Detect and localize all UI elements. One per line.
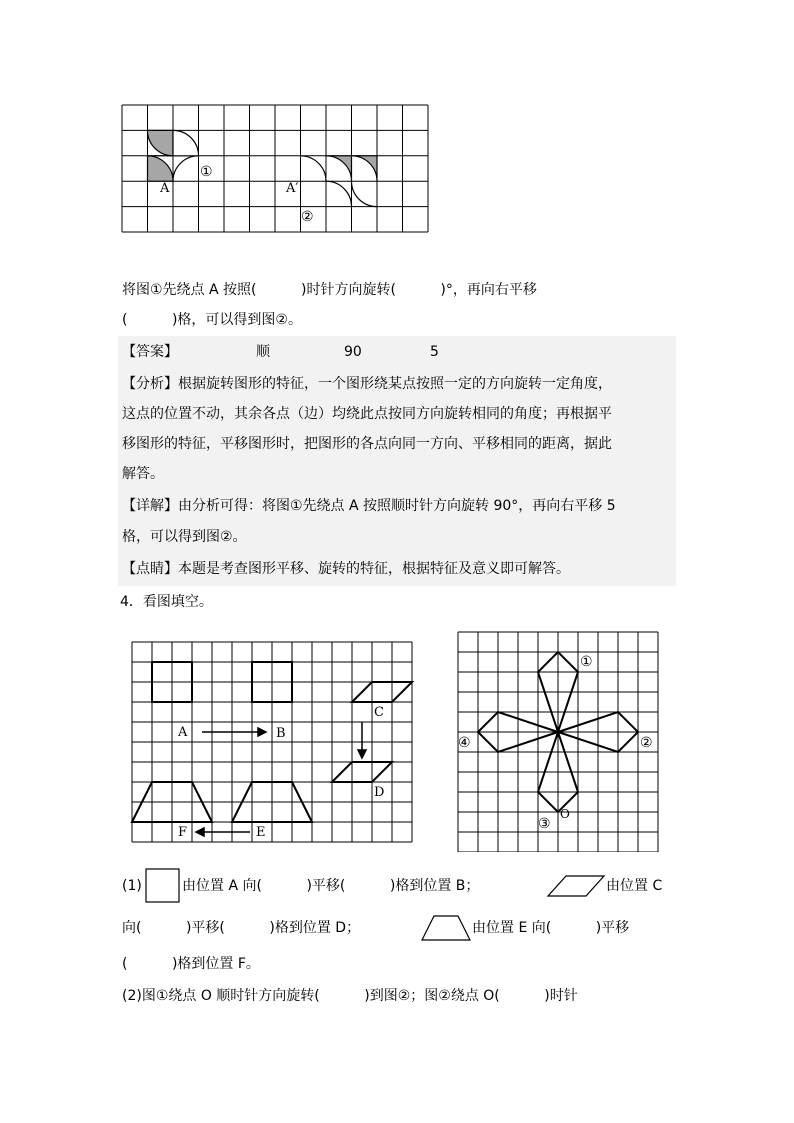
detail-line-1: 【详解】由分析可得：将图①先绕点 A 按照顺时针方向旋转 90°，再向右平移 5 [122,498,616,514]
arrow-down-icon [358,750,366,758]
analysis-line-4: 解答。 [122,466,164,482]
translation-grid [130,638,416,844]
parallelogram-D [332,762,392,782]
comment-line: 【点睛】本题是考查图形平移、旋转的特征，根据特征及意义即可解答。 [122,561,570,577]
analysis-line-3: 移图形的特征，平移图形时，把图形的各点向同一方向、平移相同的距离，据此 [122,436,612,452]
label-A: A [160,181,170,196]
q4-p1-prefix: (1) [122,878,142,894]
rotation-grid [456,630,660,852]
arrow-right-icon [258,728,266,736]
figure-1-grid [120,104,432,236]
q4-p1-line2a: 向( )平移( )格到位置 D； [122,920,361,936]
arrow-left-icon [196,828,204,836]
label-A-prime: A′ [286,181,299,196]
label-circled-1: ① [580,654,593,670]
label-C: C [374,705,384,720]
q4-p1-line2b: 由位置 E 向( )平移 [472,920,630,936]
q4-p1-line3: ( )格到位置 F。 [122,956,260,972]
label-circled-1: ① [200,164,213,180]
label-circled-2: ② [301,209,314,225]
trapezoid-icon [420,914,472,942]
label-D: D [374,785,385,800]
q4-p1-text-c: 由位置 C [606,878,663,894]
q3-line-1: 将图①先绕点 A 按照( )时针方向旋转( )°，再向右平移 [122,282,537,298]
parallelogram-C [352,682,412,702]
answer-value-2: 90 [344,344,362,360]
label-A: A [178,725,188,740]
q4-p2-line: (2)图①绕点 O 顺时针方向旋转( )到图②；图②绕点 O( )时针 [122,988,578,1004]
q4-title: 4．看图填空。 [120,594,213,610]
answer-tag: 【答案】 [122,344,178,360]
detail-line-2: 格，可以得到图②。 [122,529,247,545]
answer-value-1: 顺 [256,344,270,360]
answer-value-3: 5 [430,344,439,360]
label-circled-2: ② [640,735,653,751]
analysis-line-2: 这点的位置不动，其余各点（边）均绕此点按同方向旋转相同的角度；再根据平 [122,406,612,422]
label-F: F [178,825,188,840]
label-O: O [560,807,570,821]
label-E: E [256,825,266,840]
label-circled-3: ③ [538,816,551,832]
parallelogram-icon [546,874,606,898]
square-icon [145,868,181,904]
label-B: B [276,726,286,741]
q3-line-2: ( )格，可以得到图②。 [122,312,302,328]
q4-p1-text: 由位置 A 向( )平移( )格到位置 B； [182,878,480,894]
analysis-line-1: 【分析】根据旋转图形的特征，一个图形绕某点按照一定的方向旋转一定角度， [122,376,612,392]
label-circled-4: ④ [458,735,471,751]
